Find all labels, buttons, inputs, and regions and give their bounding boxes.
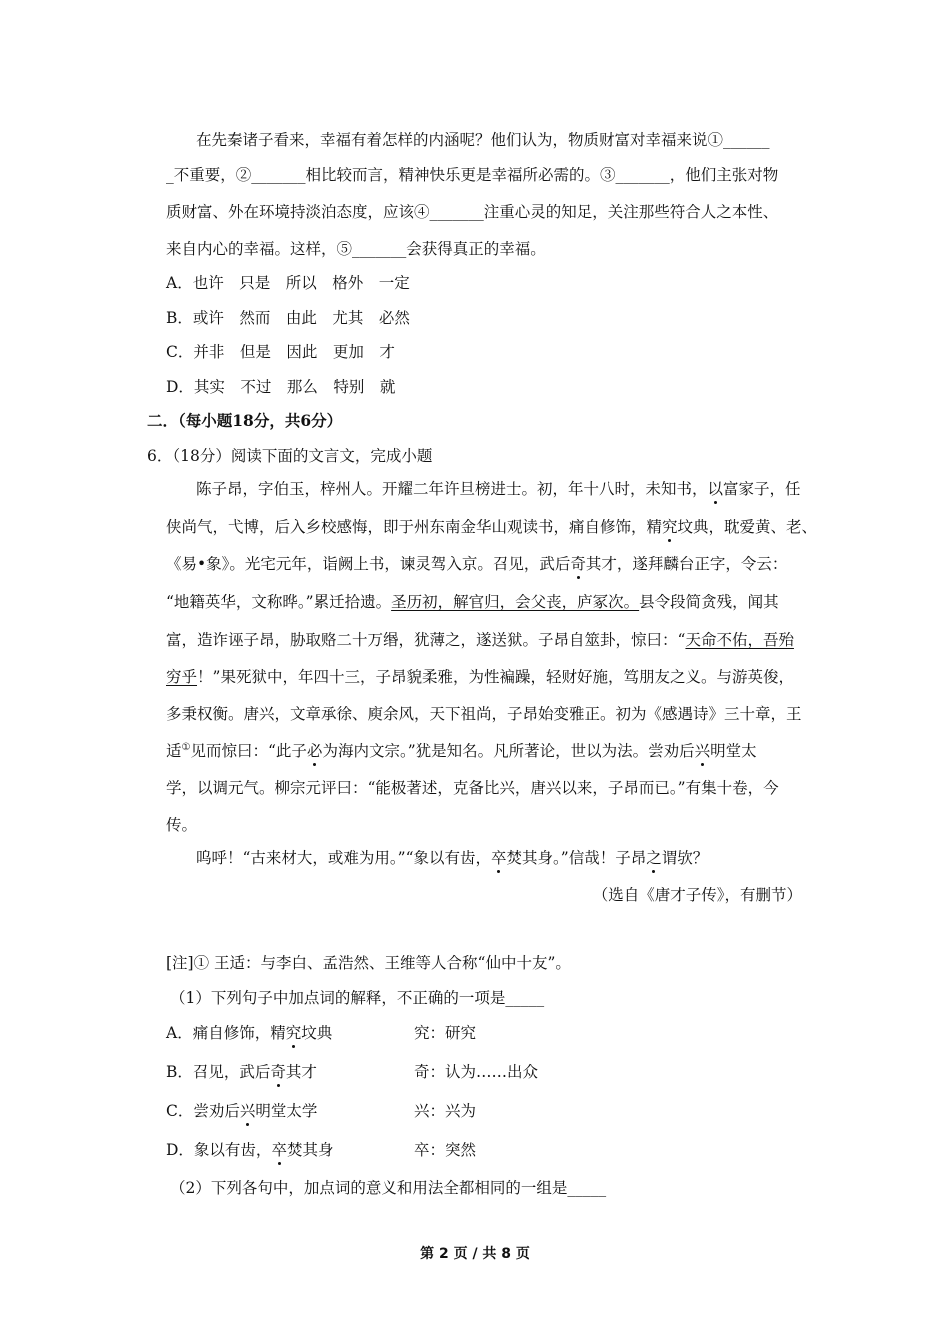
- text-run: 见而惊曰：“此子: [190, 742, 307, 760]
- dotted-char: 以: [707, 480, 724, 498]
- text-run: 富家子，任: [723, 480, 801, 498]
- q6-passage-line-1: [196, 479, 801, 499]
- footnote-marker: ①: [181, 741, 191, 753]
- dotted-char: 必: [306, 742, 323, 760]
- text-run: A．痛自修饰，精: [166, 1024, 286, 1042]
- q5-option-d: D．其实 不过 那么 特别 就: [166, 378, 396, 396]
- text-run: ！”果死狱中，年四十三，子昂貌柔雅，为性褊躁，轻财好施，笃朋友之义。与游英俊，: [197, 668, 794, 686]
- text-run: 焚其身。”信哉！子昂: [506, 849, 647, 867]
- sub1-option-c: [166, 1101, 317, 1121]
- text-run: 《易•象》。光宅元年，诣阙上书，谏灵驾入京。召见，武后: [166, 555, 571, 573]
- sub1-option-c-explanation: 兴：兴为: [414, 1102, 477, 1120]
- q6-passage-line-5: [166, 630, 794, 650]
- underlined-sentence: 圣历初，解官归，会父丧，庐冢次。: [391, 593, 640, 611]
- text-run: 为海内文宗。”犹是知名。凡所著论，世以为法。尝劝后: [322, 742, 695, 760]
- dotted-char: 究: [285, 1024, 302, 1042]
- text-run: D．象以有齿，: [166, 1141, 272, 1159]
- q6-passage-line-8: [166, 741, 757, 761]
- q6-passage-line-6: [166, 667, 794, 687]
- underlined-sentence: 天命不佑，吾殆: [685, 631, 794, 649]
- q5-option-c: C．并非 但是 因此 更加 才: [166, 343, 395, 361]
- text-run: 其才，遂拜麟台正字，令云：: [585, 555, 788, 573]
- text-run: 呜呼！“古来材大，或难为用。”“象以有齿，: [196, 849, 492, 867]
- text-run: 其才: [285, 1063, 317, 1081]
- q6-header: 6．（18分）阅读下面的文言文，完成小题: [147, 447, 433, 465]
- dotted-char: 兴: [694, 742, 711, 760]
- underlined-sentence: 穷乎: [166, 668, 198, 686]
- section-2-title: 二．（每小题18分，共6分）: [147, 411, 343, 430]
- q6-passage-line-10: 传。: [166, 816, 198, 834]
- sub1-option-a: [166, 1023, 332, 1043]
- q6-passage-line-7: 多秉权衡。唐兴，文章承徐、庾余风，天下祖尚，子昂始变雅正。初为《感遇诗》三十章，王: [166, 705, 802, 723]
- sub1-option-b: [166, 1062, 317, 1082]
- text-run: C．尝劝后: [166, 1102, 240, 1120]
- passage-note: [注]① 王适：与李白、孟浩然、王维等人合称“仙中十友”。: [166, 954, 571, 972]
- q5-passage-line-1: 在先秦诸子看来，幸福有着怎样的内涵呢？他们认为，物质财富对幸福来说①______: [196, 131, 770, 149]
- sub-question-1: （1）下列句子中加点词的解释，不正确的一项是_____: [170, 989, 545, 1007]
- q5-passage-line-3: 质财富、外在环境持淡泊态度，应该④_______注重心灵的知足，关注那些符合人之本性、: [166, 203, 779, 221]
- text-run: 焚其身: [286, 1141, 334, 1159]
- q6-passage-paragraph-2: [196, 848, 708, 868]
- dotted-char: 之: [646, 849, 662, 867]
- text-run: 坟典: [301, 1024, 333, 1042]
- q5-option-a: A．也许 只是 所以 格外 一定: [166, 274, 410, 292]
- sub1-option-a-explanation: 究：研究: [414, 1024, 477, 1042]
- text-run: 适: [166, 742, 182, 760]
- passage-source: （选自《唐才子传》，有删节）: [592, 886, 802, 904]
- text-run: “地籍英华，文称晔。”累迁拾遗。: [166, 593, 392, 611]
- sub1-option-d: [166, 1140, 333, 1160]
- text-run: 富，造诈诬子昂，胁取赂二十万缗，犹薄之，遂送狱。子昂自筮卦，惊曰：“: [166, 631, 686, 649]
- text-run: 明堂太: [710, 742, 757, 760]
- q5-passage-line-2: _不重要，②_______相比较而言，精神快乐更是幸福所必需的。③_______，他们主张对物: [166, 166, 779, 184]
- text-run: 坟典，耽爱黄、老、: [677, 518, 818, 536]
- q6-passage-line-4: [166, 592, 779, 612]
- q5-option-b: B．或许 然而 由此 尤其 必然: [166, 309, 410, 327]
- q5-passage-line-4: 来自内心的幸福。这样，⑤_______会获得真正的幸福。: [166, 240, 546, 258]
- dotted-char: 奇: [570, 555, 586, 573]
- dotted-char: 究: [662, 518, 678, 536]
- q6-passage-line-3: [166, 554, 787, 574]
- q6-passage-line-2: [166, 517, 817, 537]
- dotted-char: 卒: [491, 849, 507, 867]
- text-run: 明堂太学: [255, 1102, 318, 1120]
- text-run: 陈子昂，字伯玉，梓州人。开耀二年许旦榜进士。初，年十八时，未知书，: [196, 480, 708, 498]
- sub1-option-b-explanation: 奇：认为……出众: [414, 1063, 539, 1081]
- text-run: 侠尚气，弋博，后入乡校感悔，即于州东南金华山观读书，痛自修饰，精: [166, 518, 663, 536]
- text-run: 谓欤？: [661, 849, 709, 867]
- dotted-char: 兴: [239, 1102, 256, 1120]
- sub-question-2: （2）下列各句中，加点词的意义和用法全都相同的一组是_____: [170, 1179, 607, 1197]
- q6-passage-line-9: 学，以调元气。柳宗元评曰：“能极著述，克备比兴，唐兴以来，子昂而已。”有集十卷，今: [166, 779, 779, 797]
- dotted-char: 卒: [271, 1141, 287, 1159]
- page-footer: 第 2 页 / 共 8 页: [420, 1246, 530, 1262]
- dotted-char: 奇: [270, 1063, 286, 1081]
- text-run: B．召见，武后: [166, 1063, 271, 1081]
- sub1-option-d-explanation: 卒：突然: [414, 1141, 477, 1159]
- text-run: 县令段简贪残，闻其: [639, 593, 779, 611]
